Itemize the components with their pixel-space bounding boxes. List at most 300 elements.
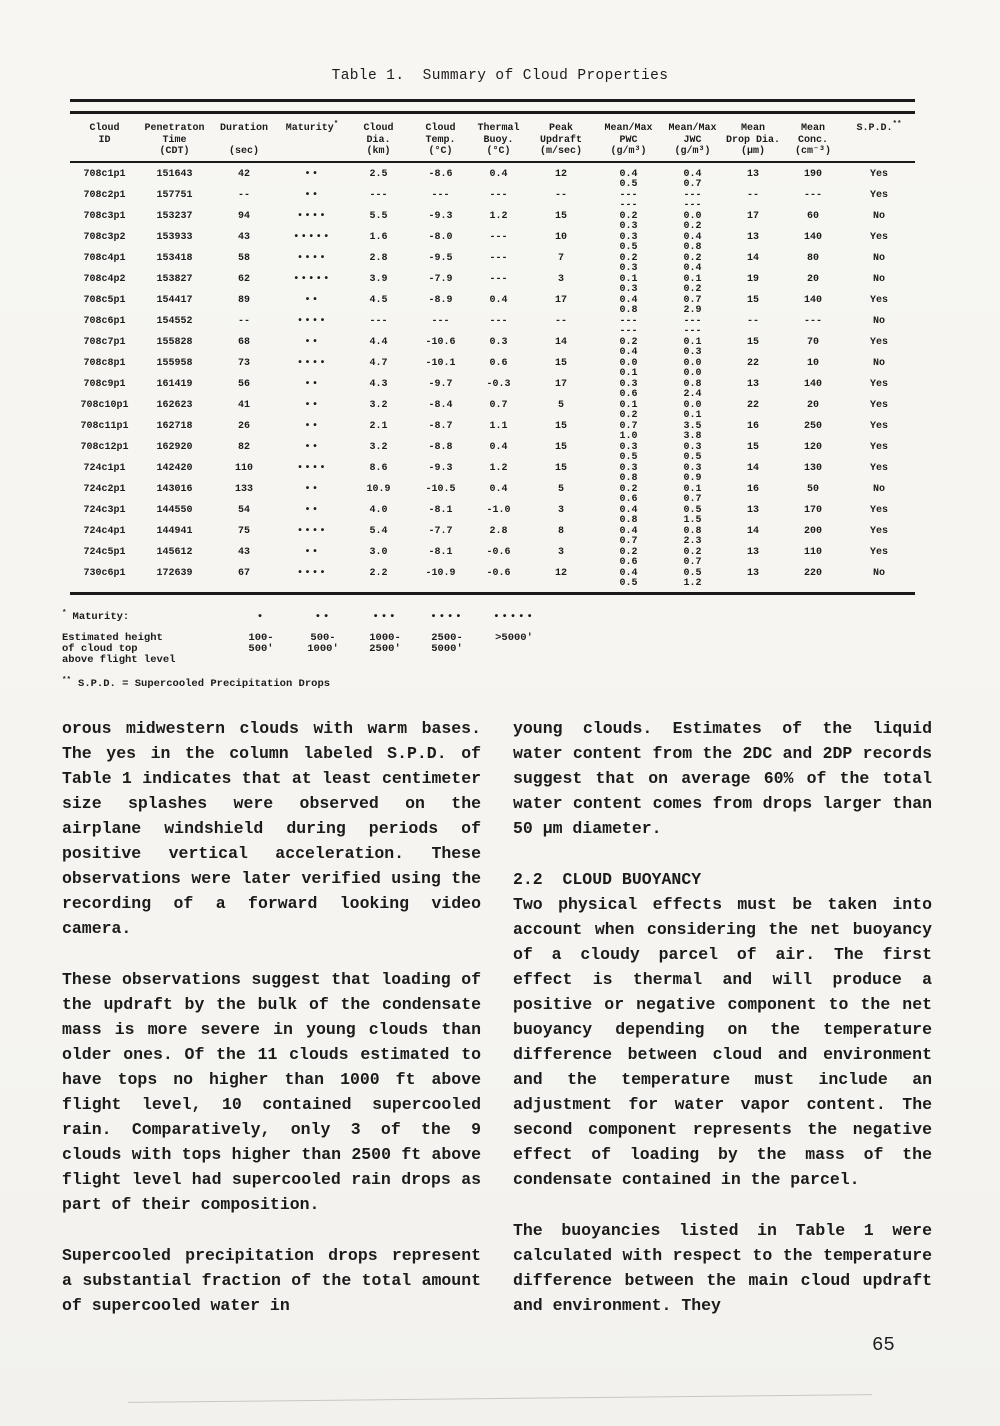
- column-header-line: ID: [98, 134, 111, 146]
- column-header-line: Maturity*: [285, 120, 339, 134]
- table-cell-conc: 20: [806, 399, 819, 411]
- table-cell-buoy: 0.4: [489, 168, 508, 180]
- table-cell-jwc: [662, 254, 723, 275]
- table-cell-upd: 17: [554, 378, 567, 390]
- table-row: [70, 296, 915, 317]
- table-cell-pwc: [595, 548, 662, 569]
- table-cell-conc: 140: [803, 294, 822, 306]
- table-cell-upd: 10: [554, 231, 567, 243]
- column-header-line: Peak: [548, 123, 573, 134]
- table-cell-upd: 7: [557, 252, 564, 264]
- table-cell-conc: 120: [803, 441, 822, 453]
- table-cell-temp: -8.8: [428, 441, 453, 453]
- table-cell-id: 708c4p1: [83, 252, 126, 264]
- table-cell-buoy: 1.1: [489, 420, 508, 432]
- table-cell-dur: 54: [237, 504, 250, 516]
- table-cell-line: 0.3: [683, 441, 702, 453]
- column-header: [70, 123, 139, 158]
- table-cell-buoy: 1.2: [489, 210, 508, 222]
- table-cell-line: 0.3: [683, 347, 702, 358]
- table-cell-conc: ---: [803, 189, 822, 201]
- table-cell-line: 0.5: [683, 452, 702, 463]
- table-cell-time: 145612: [156, 546, 193, 558]
- table-cell-dur: 133: [234, 483, 253, 495]
- table-row: [70, 380, 915, 401]
- table-cell-buoy: ---: [489, 252, 508, 264]
- column-header-line: (g/m³): [610, 146, 647, 157]
- table-cell-line: 0.9: [683, 473, 702, 484]
- table-cell-jwc: [662, 191, 723, 212]
- table-cell-id: 708c12p1: [80, 441, 129, 453]
- table-cell-temp: -8.1: [428, 546, 453, 558]
- table-top-rule-outer: [70, 99, 915, 102]
- table-cell-buoy: 0.4: [489, 483, 508, 495]
- table-header-row: [70, 120, 915, 158]
- table-cell-mat: •••••: [293, 231, 331, 243]
- column-header-line: Cloud: [89, 123, 120, 134]
- table-cell-temp: -7.7: [428, 525, 453, 537]
- table-cell-pwc: [595, 506, 662, 527]
- table-cell-dur: --: [237, 189, 250, 201]
- table-cell-drop: 13: [746, 504, 759, 516]
- table-cell-buoy: 0.3: [489, 336, 508, 348]
- column-header: [843, 120, 915, 158]
- column-header-line: S.P.D.**: [856, 120, 902, 134]
- table-cell-id: 724c4p1: [83, 525, 126, 537]
- table-cell-drop: 13: [746, 567, 759, 579]
- table-cell-upd: 15: [554, 420, 567, 432]
- column-header-line: Duration: [219, 123, 268, 134]
- column-header-line: JWC: [683, 134, 702, 146]
- table-cell-spd: No: [872, 252, 885, 264]
- table-cell-line: ---: [619, 200, 638, 211]
- table-cell-line: 0.0: [619, 357, 638, 369]
- column-header-line: [210, 135, 278, 147]
- table-cell-line: 0.3: [619, 378, 638, 390]
- height-range-line: 2500-: [431, 632, 463, 644]
- table-cell-mat: ••: [304, 189, 320, 201]
- table-cell-temp: -8.1: [428, 504, 453, 516]
- table-cell-mat: ••: [304, 336, 320, 348]
- table-cell-line: 0.2: [683, 221, 702, 232]
- table-cell-upd: 8: [557, 525, 564, 537]
- column-header-line: (cm⁻³): [794, 146, 832, 157]
- table-cell-line: 0.4: [619, 294, 638, 306]
- table-cell-jwc: [662, 527, 723, 548]
- table-cell-mat: ••: [304, 420, 320, 432]
- table-cell-temp: -9.7: [428, 378, 453, 390]
- column-header-line: Cloud: [363, 123, 394, 134]
- table-cell-time: 154552: [156, 315, 193, 327]
- table-cell-line: 0.3: [619, 462, 638, 474]
- legend-desc-line: Estimated height: [62, 632, 163, 644]
- column-header-line: Mean: [800, 123, 825, 134]
- table-cell-dia: 2.1: [369, 420, 388, 432]
- table-cell-temp: -8.6: [428, 168, 453, 180]
- table-cell-time: 161419: [156, 378, 193, 390]
- table-cell-upd: 15: [554, 210, 567, 222]
- table-cell-pwc: [595, 359, 662, 380]
- table-row: [70, 401, 915, 422]
- table-cell-mat: ••: [304, 483, 320, 495]
- column-header: [139, 123, 210, 158]
- table-cell-conc: 60: [806, 210, 819, 222]
- table-cell-pwc: [595, 275, 662, 296]
- table-cell-spd: Yes: [869, 168, 888, 180]
- right-text-column: [513, 716, 932, 1344]
- table-cell-time: 153827: [156, 273, 193, 285]
- table-cell-drop: 22: [746, 357, 759, 369]
- table-cell-dia: 10.9: [366, 483, 391, 495]
- table-cell-mat: ••••: [296, 315, 327, 327]
- table-row: [70, 422, 915, 443]
- table-cell-dur: 110: [234, 462, 253, 474]
- table-cell-id: 724c2p1: [83, 483, 126, 495]
- table-cell-temp: -8.4: [428, 399, 453, 411]
- height-range-line: 2500': [369, 643, 401, 655]
- table-cell-upd: 15: [554, 462, 567, 474]
- table-cell-jwc: [662, 464, 723, 485]
- table-cell-dia: 2.2: [369, 567, 388, 579]
- table-cell-spd: Yes: [869, 420, 888, 432]
- table-cell-jwc: [662, 317, 723, 338]
- height-range-line: 500-: [310, 632, 336, 644]
- table-cell-temp: -9.3: [428, 210, 453, 222]
- table-cell-line: 0.7: [619, 536, 638, 547]
- table-cell-conc: 200: [803, 525, 822, 537]
- table-cell-time: 144550: [156, 504, 193, 516]
- table-cell-line: ---: [683, 315, 702, 327]
- table-cell-id: 708c3p2: [83, 231, 126, 243]
- table-row: [70, 506, 915, 527]
- maturity-dots: •••: [372, 611, 398, 623]
- table-cell-buoy: -0.6: [486, 567, 511, 579]
- table-cell-upd: 3: [557, 546, 564, 558]
- paragraph: Two physical effects must be taken into account when considering the net buoyancy of a cloudy parcel of air. The first effect is thermal and will produce a positive or negative component to the net buoyancy depending on the temperature difference between cloud and environment and the temperature must include an adjustment for water vapor content. The second component represents the negative effect of loading by the mass of the condensate contained in the parcel.: [513, 895, 932, 1189]
- table-cell-temp: -9.5: [428, 252, 453, 264]
- table-cell-upd: 12: [554, 168, 567, 180]
- table-cell-line: ---: [683, 200, 702, 211]
- table-cell-jwc: [662, 506, 723, 527]
- table-cell-line: 0.2: [683, 252, 702, 264]
- table-cell-line: 0.5: [683, 567, 702, 579]
- column-header: [278, 120, 346, 158]
- table-cell-pwc: [595, 170, 662, 191]
- table-cell-line: 0.2: [619, 252, 638, 264]
- table-body: [70, 170, 915, 590]
- table-cell-conc: 140: [803, 378, 822, 390]
- table-cell-upd: 3: [557, 273, 564, 285]
- table-cell-line: 0.3: [683, 462, 702, 474]
- table-row: [70, 548, 915, 569]
- table-cell-jwc: [662, 401, 723, 422]
- table-cell-mat: ••••: [296, 462, 327, 474]
- column-header-line: Mean: [740, 123, 765, 134]
- table-cell-upd: --: [554, 315, 567, 327]
- maturity-label-line: [62, 609, 230, 623]
- table-cell-conc: 170: [803, 504, 822, 516]
- table-cell-line: 0.7: [683, 179, 702, 190]
- table-cell-line: ---: [683, 189, 702, 201]
- table-cell-line: 0.1: [619, 368, 638, 379]
- column-header-line: Dia.: [366, 134, 391, 146]
- table-cell-line: 0.2: [619, 410, 638, 421]
- table-cell-mat: ••: [304, 441, 320, 453]
- table-cell-dur: 67: [237, 567, 250, 579]
- table-cell-buoy: 0.4: [489, 441, 508, 453]
- column-header: [210, 123, 278, 158]
- table-cell-pwc: [595, 233, 662, 254]
- maturity-legend-label: [62, 609, 230, 666]
- table-cell-pwc: [595, 338, 662, 359]
- table-cell-dur: 42: [237, 168, 250, 180]
- column-header-line: (m/sec): [539, 146, 582, 157]
- height-range-line: 5000': [431, 643, 463, 655]
- table-cell-pwc: [595, 296, 662, 317]
- table-cell-conc: 130: [803, 462, 822, 474]
- table-cell-line: 0.5: [619, 578, 638, 589]
- paragraph: Supercooled precipitation drops represent a substantial fraction of the total amount of supercooled water in: [62, 1246, 481, 1315]
- table-cell-line: ---: [683, 326, 702, 337]
- height-range-line: 1000-: [369, 632, 401, 644]
- table-cell-dur: --: [237, 315, 250, 327]
- scan-artifact-line: [128, 1394, 872, 1403]
- column-header-line: [278, 135, 346, 147]
- table-cell-jwc: [662, 485, 723, 506]
- table-cell-spd: No: [872, 210, 885, 222]
- table-cell-dia: 4.3: [369, 378, 388, 390]
- table-cell-spd: Yes: [869, 336, 888, 348]
- column-header-line: (°C): [486, 146, 511, 157]
- maturity-dots: ••••: [430, 611, 464, 623]
- column-header-line: (°C): [428, 146, 453, 157]
- table-row: [70, 254, 915, 275]
- column-header-line: Time: [162, 134, 187, 146]
- column-header-line: Temp.: [425, 134, 456, 146]
- table-cell-line: 0.4: [619, 504, 638, 516]
- table-cell-drop: 16: [746, 420, 759, 432]
- spd-footnote: [62, 678, 562, 690]
- table-cell-pwc: [595, 317, 662, 338]
- table-cell-temp: -10.1: [425, 357, 456, 369]
- column-header-line: (sec): [228, 146, 259, 157]
- table-cell-line: 0.2: [619, 336, 638, 348]
- table-row: [70, 233, 915, 254]
- table-cell-line: 0.4: [683, 231, 702, 243]
- table-cell-temp: ---: [431, 189, 450, 201]
- table-cell-time: 162718: [156, 420, 193, 432]
- table-cell-id: 708c8p1: [83, 357, 126, 369]
- table-cell-mat: ••••: [296, 357, 327, 369]
- table-cell-conc: 80: [806, 252, 819, 264]
- table-cell-dia: 2.5: [369, 168, 388, 180]
- table-cell-drop: 22: [746, 399, 759, 411]
- table-cell-time: 155828: [156, 336, 193, 348]
- table-cell-jwc: [662, 443, 723, 464]
- table-cell-mat: ••••: [296, 210, 327, 222]
- table-cell-line: 0.2: [619, 546, 638, 558]
- table-cell-line: ---: [619, 189, 638, 201]
- height-range-line: 100-: [248, 632, 274, 644]
- table-cell-jwc: [662, 275, 723, 296]
- table-cell-line: 0.8: [683, 242, 702, 253]
- table-cell-buoy: ---: [489, 189, 508, 201]
- table-cell-dur: 75: [237, 525, 250, 537]
- table-cell-conc: 20: [806, 273, 819, 285]
- table-cell-pwc: [595, 254, 662, 275]
- table-cell-buoy: -1.0: [486, 504, 511, 516]
- table-cell-jwc: [662, 380, 723, 401]
- table-cell-upd: 3: [557, 504, 564, 516]
- table-cell-jwc: [662, 338, 723, 359]
- table-cell-dia: 5.4: [369, 525, 388, 537]
- table-cell-id: 708c4p2: [83, 273, 126, 285]
- table-cell-drop: 15: [746, 294, 759, 306]
- table-cell-time: 144941: [156, 525, 193, 537]
- table-cell-buoy: -0.6: [486, 546, 511, 558]
- table-cell-jwc: [662, 233, 723, 254]
- table-cell-dia: 4.4: [369, 336, 388, 348]
- table-cell-drop: 13: [746, 546, 759, 558]
- column-header-line: Conc.: [797, 134, 828, 146]
- table-cell-spd: Yes: [869, 525, 888, 537]
- table-cell-line: 0.4: [619, 567, 638, 579]
- table-cell-line: 0.3: [619, 263, 638, 274]
- table-row: [70, 338, 915, 359]
- table-cell-conc: 110: [803, 546, 822, 558]
- legend-grid: [62, 609, 562, 666]
- table-cell-line: 0.2: [683, 546, 702, 558]
- table-cell-temp: -10.6: [425, 336, 456, 348]
- table-cell-jwc: [662, 212, 723, 233]
- column-header-line: Thermal: [477, 123, 520, 134]
- table-cell-mat: ••••: [296, 252, 327, 264]
- table-cell-mat: ••: [304, 378, 320, 390]
- table-cell-line: 0.4: [683, 263, 702, 274]
- table-cell-mat: ••: [304, 546, 320, 558]
- table-cell-line: 0.8: [683, 378, 702, 390]
- table-cell-conc: 140: [803, 231, 822, 243]
- table-cell-pwc: [595, 212, 662, 233]
- table-cell-line: 0.6: [619, 494, 638, 505]
- table-cell-line: 0.0: [683, 399, 702, 411]
- column-header-line: Mean/Max: [668, 123, 717, 134]
- table-cell-line: 0.7: [619, 420, 638, 432]
- table-cell-dur: 62: [237, 273, 250, 285]
- table-cell-dia: ---: [369, 315, 388, 327]
- legend-desc-line: of cloud top: [62, 643, 138, 655]
- table-cell-line: 0.3: [619, 221, 638, 232]
- table-cell-line: 0.8: [619, 305, 638, 316]
- column-header-line: (g/m³): [674, 146, 711, 157]
- table-cell-drop: 13: [746, 168, 759, 180]
- table-cell-line: 0.8: [619, 515, 638, 526]
- table-cell-dia: 8.6: [369, 462, 388, 474]
- table-cell-time: 153933: [156, 231, 193, 243]
- column-header-line: [278, 146, 346, 158]
- legend-desc-line: above flight level: [62, 654, 176, 666]
- table-cell-buoy: 0.7: [489, 399, 508, 411]
- table-row: [70, 569, 915, 590]
- table-row: [70, 485, 915, 506]
- table-cell-dur: 43: [237, 231, 250, 243]
- table-cell-id: 724c3p1: [83, 504, 126, 516]
- table-cell-upd: 5: [557, 483, 564, 495]
- table-cell-dia: 5.5: [369, 210, 388, 222]
- table-cell-spd: Yes: [869, 441, 888, 453]
- table-cell-spd: No: [872, 567, 885, 579]
- table-cell-drop: 14: [746, 462, 759, 474]
- table-cell-line: 0.1: [619, 273, 638, 285]
- table-cell-line: 0.2: [619, 210, 638, 222]
- table-cell-id: 708c10p1: [80, 399, 129, 411]
- table-cell-conc: 250: [803, 420, 822, 432]
- table-cell-drop: 16: [746, 483, 759, 495]
- table-row: [70, 212, 915, 233]
- table-header-rule: [70, 161, 915, 163]
- table-cell-pwc: [595, 569, 662, 590]
- table-cell-line: ---: [619, 326, 638, 337]
- table-cell-jwc: [662, 170, 723, 191]
- column-header: [723, 123, 783, 158]
- table-cell-conc: 50: [806, 483, 819, 495]
- maturity-legend-column: [354, 612, 416, 666]
- table-cell-mat: •••••: [293, 273, 331, 285]
- table-cell-line: 0.5: [619, 179, 638, 190]
- column-header: [662, 123, 723, 158]
- table-cell-temp: -8.7: [428, 420, 453, 432]
- table-cell-dur: 82: [237, 441, 250, 453]
- table-row: [70, 275, 915, 296]
- table-cell-line: 0.3: [619, 231, 638, 243]
- column-header-line: (CDT): [159, 146, 190, 157]
- table-cell-line: 0.4: [619, 347, 638, 358]
- spd-footnote-marker: **: [62, 676, 72, 685]
- table-cell-line: 0.1: [683, 410, 702, 421]
- table-cell-id: 724c5p1: [83, 546, 126, 558]
- table-cell-line: ---: [619, 315, 638, 327]
- table-cell-buoy: ---: [489, 231, 508, 243]
- table-cell-drop: 13: [746, 378, 759, 390]
- table-cell-spd: Yes: [869, 378, 888, 390]
- table-cell-spd: No: [872, 483, 885, 495]
- table-cell-temp: -10.5: [425, 483, 456, 495]
- table-cell-pwc: [595, 191, 662, 212]
- table-cell-time: 153237: [156, 210, 193, 222]
- table-cell-upd: 15: [554, 357, 567, 369]
- table-cell-line: 0.5: [619, 452, 638, 463]
- table-cell-buoy: ---: [489, 273, 508, 285]
- table-cell-drop: 15: [746, 441, 759, 453]
- column-header-line: Mean/Max: [604, 123, 653, 134]
- section-heading: 2.2 CLOUD BUOYANCY: [513, 870, 702, 889]
- table-cell-jwc: [662, 422, 723, 443]
- table-row: [70, 317, 915, 338]
- table-cell-id: 724c1p1: [83, 462, 126, 474]
- maturity-label: Maturity:: [72, 611, 130, 623]
- table-cell-line: 0.0: [683, 368, 702, 379]
- table-cell-time: 151643: [156, 168, 193, 180]
- table-cell-upd: --: [554, 189, 567, 201]
- column-header-line: Buoy.: [483, 134, 514, 146]
- table-cell-time: 155958: [156, 357, 193, 369]
- table-cell-line: 2.3: [683, 536, 702, 547]
- paragraph: orous midwestern clouds with warm bases. The yes in the column labeled S.P.D. of Table 1 indicates that at least centimeter size splashes were observed on the airplane windshield during periods of positive vertical acceleration. These observations were later verified using the recording of a forward looking video camera.: [62, 719, 481, 938]
- table-cell-id: 730c6p1: [83, 567, 126, 579]
- table-cell-dia: 3.9: [369, 273, 388, 285]
- table-cell-drop: 19: [746, 273, 759, 285]
- column-header: [411, 123, 470, 158]
